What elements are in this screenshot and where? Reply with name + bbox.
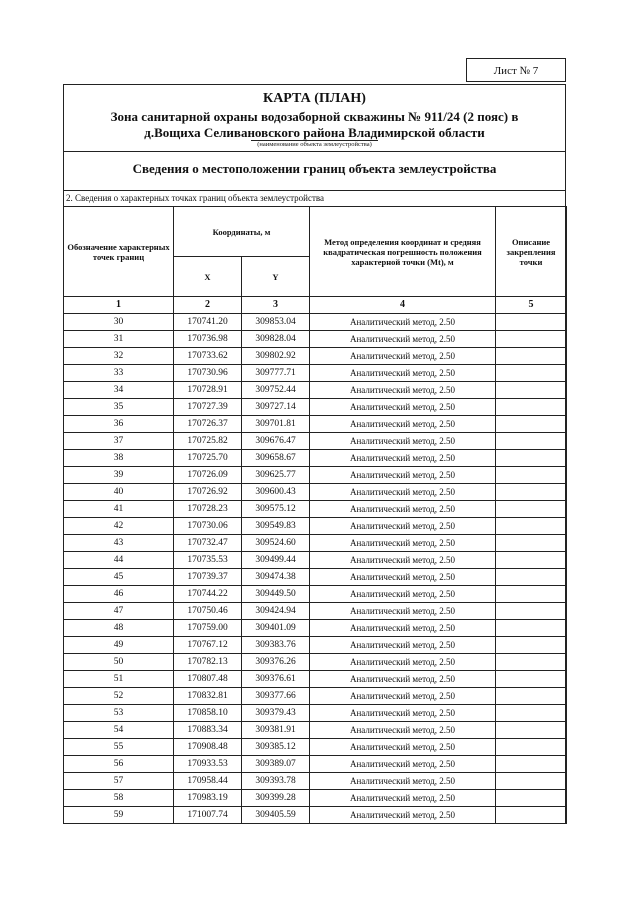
- method-cell: Аналитический метод, 2.50: [310, 807, 496, 824]
- point-number-cell: 44: [64, 552, 174, 569]
- method-cell: Аналитический метод, 2.50: [310, 382, 496, 399]
- description-cell: [496, 586, 567, 603]
- method-cell: Аналитический метод, 2.50: [310, 671, 496, 688]
- point-number-cell: 49: [64, 637, 174, 654]
- x-coordinate-cell: 170726.92: [174, 484, 242, 501]
- method-cell: Аналитический метод, 2.50: [310, 773, 496, 790]
- table-row: [64, 671, 567, 688]
- x-coordinate-cell: 170726.09: [174, 467, 242, 484]
- point-number-cell: 50: [64, 654, 174, 671]
- table-row: [64, 586, 567, 603]
- description-cell: [496, 569, 567, 586]
- description-cell: [496, 773, 567, 790]
- y-coordinate-cell: 309385.12: [242, 739, 310, 756]
- method-cell: Аналитический метод, 2.50: [310, 467, 496, 484]
- method-cell: Аналитический метод, 2.50: [310, 450, 496, 467]
- description-cell: [496, 637, 567, 654]
- subsection-title: 2. Сведения о характерных точках границ объекта землеустройства: [66, 193, 325, 203]
- method-cell: Аналитический метод, 2.50: [310, 637, 496, 654]
- column-number: 4: [310, 297, 496, 314]
- point-number-cell: 55: [64, 739, 174, 756]
- table-row: [64, 773, 567, 790]
- point-number-cell: 42: [64, 518, 174, 535]
- x-coordinate-cell: 170933.53: [174, 756, 242, 773]
- x-coordinate-cell: 170727.39: [174, 399, 242, 416]
- table-row: [64, 331, 567, 348]
- table-row: [64, 739, 567, 756]
- x-coordinate-cell: 170726.37: [174, 416, 242, 433]
- y-coordinate-cell: 309802.92: [242, 348, 310, 365]
- x-coordinate-cell: 170736.98: [174, 331, 242, 348]
- column-number: 2: [174, 297, 242, 314]
- method-cell: Аналитический метод, 2.50: [310, 654, 496, 671]
- x-coordinate-cell: 170958.44: [174, 773, 242, 790]
- header-y: Y: [242, 257, 310, 297]
- method-cell: Аналитический метод, 2.50: [310, 348, 496, 365]
- table-row: [64, 314, 567, 331]
- x-coordinate-cell: 170725.82: [174, 433, 242, 450]
- description-cell: [496, 552, 567, 569]
- column-number: 5: [496, 297, 567, 314]
- y-coordinate-cell: 309393.78: [242, 773, 310, 790]
- header-method: Метод определения координат и средняя квадратическая погрешность положения характерной точки (Мt), м: [310, 207, 496, 297]
- y-coordinate-cell: 309575.12: [242, 501, 310, 518]
- description-cell: [496, 382, 567, 399]
- description-cell: [496, 450, 567, 467]
- y-coordinate-cell: 309549.83: [242, 518, 310, 535]
- sheet-number: Лист № 7: [466, 58, 566, 82]
- column-number: 3: [242, 297, 310, 314]
- description-cell: [496, 399, 567, 416]
- table-row: [64, 552, 567, 569]
- point-number-cell: 52: [64, 688, 174, 705]
- point-number-cell: 58: [64, 790, 174, 807]
- y-coordinate-cell: 309658.67: [242, 450, 310, 467]
- map-title: КАРТА (ПЛАН): [263, 91, 366, 106]
- description-cell: [496, 756, 567, 773]
- table-row: [64, 569, 567, 586]
- point-number-cell: 41: [64, 501, 174, 518]
- description-cell: [496, 518, 567, 535]
- table-row: [64, 433, 567, 450]
- object-name: [64, 107, 565, 141]
- y-coordinate-cell: 309600.43: [242, 484, 310, 501]
- y-coordinate-cell: 309828.04: [242, 331, 310, 348]
- y-coordinate-cell: 309376.61: [242, 671, 310, 688]
- method-cell: Аналитический метод, 2.50: [310, 365, 496, 382]
- method-cell: Аналитический метод, 2.50: [310, 620, 496, 637]
- method-cell: Аналитический метод, 2.50: [310, 433, 496, 450]
- description-cell: [496, 467, 567, 484]
- point-number-cell: 38: [64, 450, 174, 467]
- table-row: [64, 450, 567, 467]
- point-number-cell: 36: [64, 416, 174, 433]
- method-cell: Аналитический метод, 2.50: [310, 688, 496, 705]
- point-number-cell: 47: [64, 603, 174, 620]
- column-number: 1: [64, 297, 174, 314]
- section-title: Сведения о местоположении границ объекта землеустройства: [64, 152, 565, 191]
- y-coordinate-cell: 309401.09: [242, 620, 310, 637]
- point-number-cell: 48: [64, 620, 174, 637]
- x-coordinate-cell: 170732.47: [174, 535, 242, 552]
- y-coordinate-cell: 309777.71: [242, 365, 310, 382]
- object-caption: [64, 141, 565, 151]
- table-row: [64, 382, 567, 399]
- y-coordinate-cell: 309524.60: [242, 535, 310, 552]
- table-row: [64, 518, 567, 535]
- x-coordinate-cell: 170728.23: [174, 501, 242, 518]
- description-cell: [496, 739, 567, 756]
- y-coordinate-cell: 309399.28: [242, 790, 310, 807]
- x-coordinate-cell: 170730.96: [174, 365, 242, 382]
- method-cell: Аналитический метод, 2.50: [310, 535, 496, 552]
- method-cell: Аналитический метод, 2.50: [310, 586, 496, 603]
- point-number-cell: 35: [64, 399, 174, 416]
- y-coordinate-cell: 309499.44: [242, 552, 310, 569]
- point-number-cell: 51: [64, 671, 174, 688]
- point-number-cell: 37: [64, 433, 174, 450]
- y-coordinate-cell: 309379.43: [242, 705, 310, 722]
- x-coordinate-cell: 170728.91: [174, 382, 242, 399]
- x-coordinate-cell: 170741.20: [174, 314, 242, 331]
- description-cell: [496, 603, 567, 620]
- x-coordinate-cell: 170730.06: [174, 518, 242, 535]
- y-coordinate-cell: 309701.81: [242, 416, 310, 433]
- method-cell: Аналитический метод, 2.50: [310, 790, 496, 807]
- table-row: [64, 365, 567, 382]
- point-number-cell: 59: [64, 807, 174, 824]
- description-cell: [496, 620, 567, 637]
- description-cell: [496, 654, 567, 671]
- table-row: [64, 484, 567, 501]
- table-row: [64, 620, 567, 637]
- object-name-line-2: д.Вощиха Селивановского района Владимирской области: [144, 125, 485, 140]
- point-number-cell: 33: [64, 365, 174, 382]
- header-desc: Описание закрепления точки: [496, 207, 567, 297]
- table-row: [64, 416, 567, 433]
- method-cell: Аналитический метод, 2.50: [310, 501, 496, 518]
- x-coordinate-cell: 170908.48: [174, 739, 242, 756]
- point-number-cell: 57: [64, 773, 174, 790]
- x-coordinate-cell: 170733.62: [174, 348, 242, 365]
- x-coordinate-cell: 171007.74: [174, 807, 242, 824]
- y-coordinate-cell: 309853.04: [242, 314, 310, 331]
- point-number-cell: 46: [64, 586, 174, 603]
- point-number-cell: 32: [64, 348, 174, 365]
- x-coordinate-cell: 170725.70: [174, 450, 242, 467]
- method-cell: Аналитический метод, 2.50: [310, 331, 496, 348]
- description-cell: [496, 348, 567, 365]
- y-coordinate-cell: 309381.91: [242, 722, 310, 739]
- method-cell: Аналитический метод, 2.50: [310, 552, 496, 569]
- description-cell: [496, 416, 567, 433]
- x-coordinate-cell: 170883.34: [174, 722, 242, 739]
- point-number-cell: 56: [64, 756, 174, 773]
- method-cell: Аналитический метод, 2.50: [310, 314, 496, 331]
- y-coordinate-cell: 309752.44: [242, 382, 310, 399]
- point-number-cell: 45: [64, 569, 174, 586]
- table-row: [64, 807, 567, 824]
- point-number-cell: 34: [64, 382, 174, 399]
- table-row: [64, 637, 567, 654]
- x-coordinate-cell: 170983.19: [174, 790, 242, 807]
- description-cell: [496, 705, 567, 722]
- method-cell: Аналитический метод, 2.50: [310, 756, 496, 773]
- point-number-cell: 39: [64, 467, 174, 484]
- description-cell: [496, 331, 567, 348]
- description-cell: [496, 501, 567, 518]
- description-cell: [496, 484, 567, 501]
- x-coordinate-cell: 170744.22: [174, 586, 242, 603]
- method-cell: Аналитический метод, 2.50: [310, 569, 496, 586]
- y-coordinate-cell: 309727.14: [242, 399, 310, 416]
- description-cell: [496, 671, 567, 688]
- table-row: [64, 348, 567, 365]
- description-cell: [496, 722, 567, 739]
- description-cell: [496, 365, 567, 382]
- description-cell: [496, 314, 567, 331]
- table-row: [64, 722, 567, 739]
- y-coordinate-cell: 309405.59: [242, 807, 310, 824]
- method-cell: Аналитический метод, 2.50: [310, 705, 496, 722]
- header-x: X: [174, 257, 242, 297]
- method-cell: Аналитический метод, 2.50: [310, 416, 496, 433]
- table-row: [64, 756, 567, 773]
- description-cell: [496, 433, 567, 450]
- document-frame: [63, 84, 566, 824]
- y-coordinate-cell: 309377.66: [242, 688, 310, 705]
- point-number-cell: 53: [64, 705, 174, 722]
- header-point: Обозначение характерных точек границ: [64, 207, 174, 297]
- table-body: [64, 314, 567, 824]
- table-row: [64, 535, 567, 552]
- y-coordinate-cell: 309676.47: [242, 433, 310, 450]
- boundary-points-table: [63, 206, 567, 824]
- x-coordinate-cell: 170807.48: [174, 671, 242, 688]
- method-cell: Аналитический метод, 2.50: [310, 739, 496, 756]
- point-number-cell: 40: [64, 484, 174, 501]
- y-coordinate-cell: 309376.26: [242, 654, 310, 671]
- x-coordinate-cell: 170759.00: [174, 620, 242, 637]
- y-coordinate-cell: 309625.77: [242, 467, 310, 484]
- method-cell: Аналитический метод, 2.50: [310, 399, 496, 416]
- point-number-cell: 30: [64, 314, 174, 331]
- description-cell: [496, 807, 567, 824]
- method-cell: Аналитический метод, 2.50: [310, 518, 496, 535]
- y-coordinate-cell: 309383.76: [242, 637, 310, 654]
- x-coordinate-cell: 170858.10: [174, 705, 242, 722]
- table-row: [64, 654, 567, 671]
- point-number-cell: 54: [64, 722, 174, 739]
- y-coordinate-cell: 309389.07: [242, 756, 310, 773]
- method-cell: Аналитический метод, 2.50: [310, 484, 496, 501]
- document-header: [64, 85, 565, 152]
- method-cell: Аналитический метод, 2.50: [310, 603, 496, 620]
- point-number-cell: 31: [64, 331, 174, 348]
- object-caption-text: (наименование объекта землеустройства): [251, 140, 378, 148]
- y-coordinate-cell: 309449.50: [242, 586, 310, 603]
- table-row: [64, 467, 567, 484]
- table-row: [64, 399, 567, 416]
- x-coordinate-cell: 170767.12: [174, 637, 242, 654]
- x-coordinate-cell: 170832.81: [174, 688, 242, 705]
- description-cell: [496, 535, 567, 552]
- header-coords: Координаты, м: [174, 207, 310, 257]
- x-coordinate-cell: 170782.13: [174, 654, 242, 671]
- x-coordinate-cell: 170735.53: [174, 552, 242, 569]
- x-coordinate-cell: 170750.46: [174, 603, 242, 620]
- table-row: [64, 790, 567, 807]
- table-row: [64, 705, 567, 722]
- table-row: [64, 688, 567, 705]
- table-row: [64, 501, 567, 518]
- y-coordinate-cell: 309424.94: [242, 603, 310, 620]
- point-number-cell: 43: [64, 535, 174, 552]
- table-row: [64, 603, 567, 620]
- description-cell: [496, 790, 567, 807]
- method-cell: Аналитический метод, 2.50: [310, 722, 496, 739]
- x-coordinate-cell: 170739.37: [174, 569, 242, 586]
- object-name-line-1: Зона санитарной охраны водозаборной скважины № 911/24 (2 пояс) в: [110, 109, 519, 124]
- description-cell: [496, 688, 567, 705]
- y-coordinate-cell: 309474.38: [242, 569, 310, 586]
